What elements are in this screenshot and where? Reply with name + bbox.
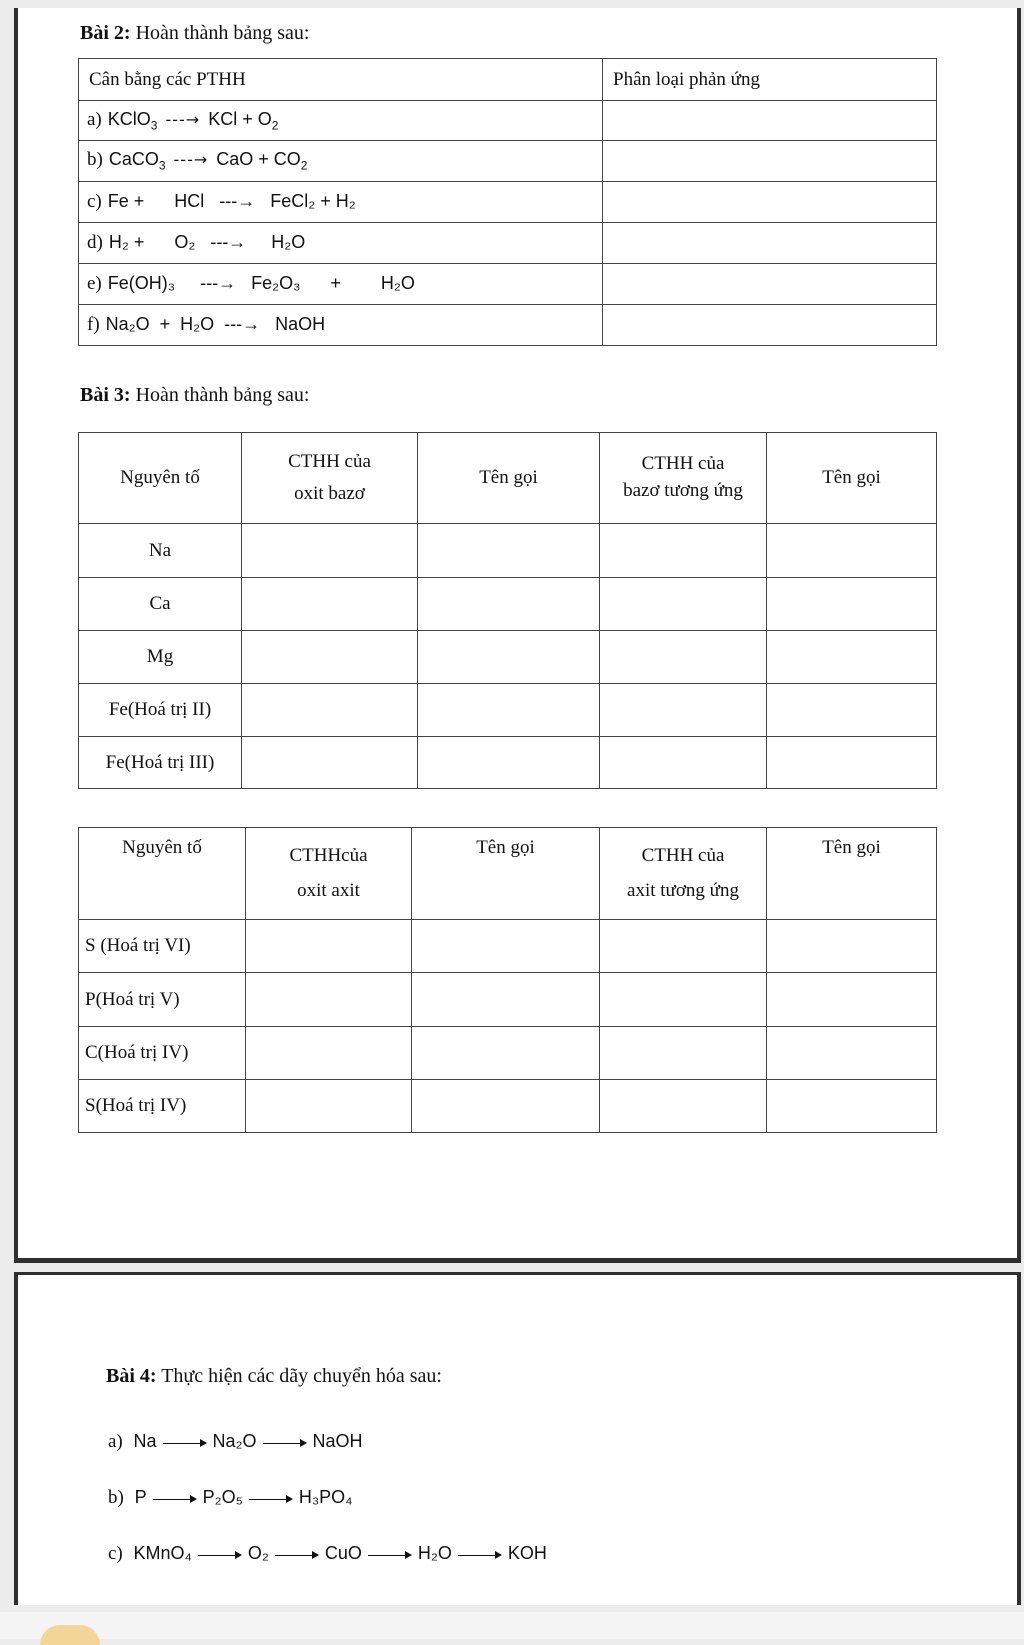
answer-cell[interactable] — [412, 1027, 600, 1080]
table-row — [79, 973, 937, 1027]
element-cell: Ca — [79, 578, 242, 631]
bai2-col-classification: Phân loại phản ứng — [603, 59, 937, 101]
header-base-formula: CTHH của bazơ tương ứng — [600, 433, 767, 524]
answer-cell[interactable] — [600, 524, 767, 578]
table-row — [79, 578, 937, 631]
header-name: Tên gọi — [767, 433, 937, 524]
table-row — [79, 305, 937, 346]
table-row — [79, 631, 937, 684]
answer-cell[interactable] — [418, 737, 600, 789]
element-cell: C(Hoá trị IV) — [79, 1027, 246, 1080]
table-row — [79, 1027, 937, 1080]
answer-cell[interactable] — [600, 973, 767, 1027]
equation-a: a) KClO$_3$ ---→ KCl + $O_2$ — [79, 101, 603, 141]
table-row — [79, 684, 937, 737]
answer-cell[interactable] — [600, 684, 767, 737]
bai4-heading: Bài 4: Thực hiện các dãy chuyển hóa sau: — [106, 1365, 442, 1387]
table-row — [79, 141, 937, 182]
classification-cell[interactable] — [603, 305, 937, 346]
table-row — [79, 524, 937, 578]
header-name: Tên gọi — [767, 828, 937, 920]
table-row — [79, 920, 937, 973]
header-name: Tên gọi — [418, 433, 600, 524]
bai2-table — [78, 58, 937, 346]
chain-b: b) P P₂O₅ H₃PO₄ — [108, 1487, 353, 1508]
table-row — [79, 1080, 937, 1133]
classification-cell[interactable] — [603, 264, 937, 305]
answer-cell[interactable] — [767, 737, 937, 789]
answer-cell[interactable] — [242, 524, 418, 578]
chain-c: c) KMnO₄ O₂ CuO H₂O KOH — [108, 1543, 547, 1564]
answer-cell[interactable] — [242, 631, 418, 684]
answer-cell[interactable] — [246, 973, 412, 1027]
answer-cell[interactable] — [767, 578, 937, 631]
answer-cell[interactable] — [412, 920, 600, 973]
answer-cell[interactable] — [600, 631, 767, 684]
header-oxide-formula: CTHH của oxit bazơ — [242, 433, 418, 524]
answer-cell[interactable] — [242, 684, 418, 737]
element-cell: Fe(Hoá trị II) — [79, 684, 242, 737]
answer-cell[interactable] — [767, 524, 937, 578]
answer-cell[interactable] — [412, 973, 600, 1027]
equation-c: c) Fe + HCl ---→ FeCl₂ + H₂ — [79, 182, 603, 223]
header-name: Tên gọi — [412, 828, 600, 920]
element-cell: S(Hoá trị IV) — [79, 1080, 246, 1133]
answer-cell[interactable] — [767, 684, 937, 737]
answer-cell[interactable] — [767, 1080, 937, 1133]
header-element: Nguyên tố — [79, 433, 242, 524]
answer-cell[interactable] — [418, 524, 600, 578]
table-row — [79, 223, 937, 264]
answer-cell[interactable] — [600, 1080, 767, 1133]
answer-cell[interactable] — [242, 578, 418, 631]
arrow-icon — [249, 1492, 293, 1506]
classification-cell[interactable] — [603, 101, 937, 141]
header-element: Nguyên tố — [79, 828, 246, 920]
equation-d: d) H₂ + O₂ ---→ H₂O — [79, 223, 603, 264]
answer-cell[interactable] — [246, 920, 412, 973]
header-oxide-formula: CTHHcủa oxit axit — [246, 828, 412, 920]
equation-b: b) CaCO$_3$ ---→ CaO + $CO_2$ — [79, 141, 603, 182]
classification-cell[interactable] — [603, 141, 937, 182]
arrow-icon — [263, 1436, 307, 1450]
oxit-axit-table — [78, 827, 937, 1133]
answer-cell[interactable] — [246, 1027, 412, 1080]
element-cell: S (Hoá trị VI) — [79, 920, 246, 973]
equation-e: e) Fe(OH)₃ ---→ Fe₂O₃ + H₂O — [79, 264, 603, 305]
answer-cell[interactable] — [600, 578, 767, 631]
answer-cell[interactable] — [418, 684, 600, 737]
equation-f: f) Na₂O + H₂O ---→ NaOH — [79, 305, 603, 346]
answer-cell[interactable] — [600, 1027, 767, 1080]
arrow-icon — [153, 1492, 197, 1506]
bai2-col-equation: Cân bằng các PTHH — [79, 59, 603, 101]
classification-cell[interactable] — [603, 223, 937, 264]
arrow-icon — [458, 1548, 502, 1562]
element-cell: P(Hoá trị V) — [79, 973, 246, 1027]
worksheet-page-2 — [14, 1272, 1021, 1605]
answer-cell[interactable] — [418, 578, 600, 631]
answer-cell[interactable] — [600, 920, 767, 973]
emoji-reaction-icon — [40, 1625, 100, 1645]
answer-cell[interactable] — [767, 1027, 937, 1080]
answer-cell[interactable] — [412, 1080, 600, 1133]
table-row — [79, 101, 937, 141]
arrow-icon — [198, 1548, 242, 1562]
bai2-heading: Bài 2: Hoàn thành bảng sau: — [80, 22, 310, 44]
arrow-icon — [368, 1548, 412, 1562]
table-row — [79, 264, 937, 305]
element-cell: Mg — [79, 631, 242, 684]
header-acid-formula: CTHH của axit tương ứng — [600, 828, 767, 920]
answer-cell[interactable] — [767, 920, 937, 973]
answer-cell[interactable] — [767, 973, 937, 1027]
answer-cell[interactable] — [246, 1080, 412, 1133]
answer-cell[interactable] — [242, 737, 418, 789]
bai3-heading: Bài 3: Hoàn thành bảng sau: — [80, 384, 310, 406]
answer-cell[interactable] — [600, 737, 767, 789]
bottom-strip — [0, 1612, 1024, 1639]
arrow-icon — [163, 1436, 207, 1450]
oxit-bazo-table — [78, 432, 937, 789]
answer-cell[interactable] — [418, 631, 600, 684]
table-row — [79, 737, 937, 789]
element-cell: Na — [79, 524, 242, 578]
table-row — [79, 182, 937, 223]
answer-cell[interactable] — [767, 631, 937, 684]
classification-cell[interactable] — [603, 182, 937, 223]
arrow-icon — [275, 1548, 319, 1562]
chain-a: a) Na Na₂O NaOH — [108, 1431, 363, 1452]
element-cell: Fe(Hoá trị III) — [79, 737, 242, 789]
worksheet-page-1 — [14, 8, 1021, 1263]
